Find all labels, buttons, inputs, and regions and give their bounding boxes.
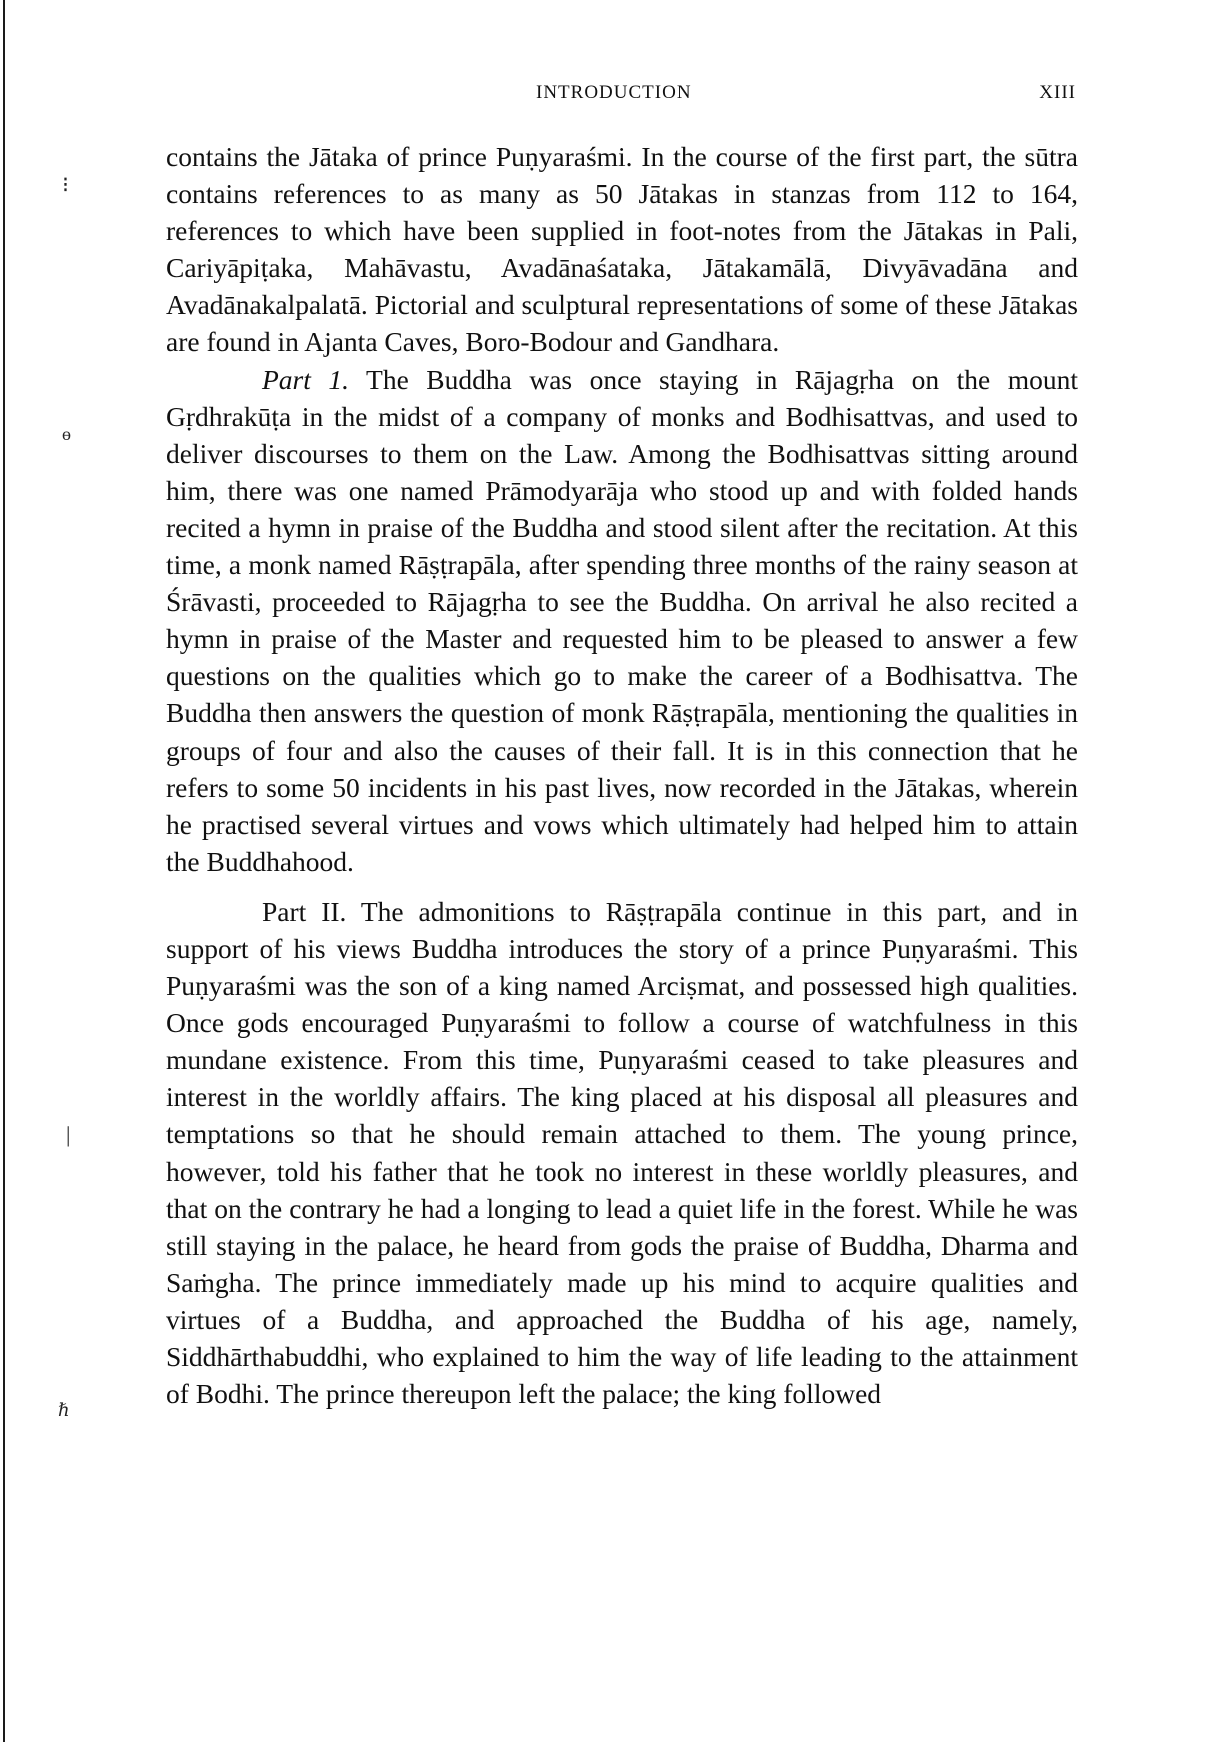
body-text [166, 138, 1078, 1412]
running-head: INTRODUCTION [536, 82, 692, 103]
paragraph-text: contains the Jātaka of prince Puṇyaraśmi. In the course of the first part, the sūtra contains references to as many as 50 Jātakas in stanzas from 112 to 164, references to which have been supplied in foot-notes from the Jātakas in Pali, Cariyāpiṭaka, Mahāvastu, Avadānaśataka, Jātakamālā, Divyāvadāna and Avadānakalpalatā. Pictorial and sculptural representations of some of these Jātakas are found in Ajanta Caves, Boro-Bodour and Gandhara. [166, 141, 1078, 358]
paragraph-text: The admonitions to Rāṣṭrapāla continue in this part, and in support of his views Buddha introduces the story of a prince Puṇyaraśmi. This Puṇyaraśmi was the son of a king named Arciṣmat, and possessed high qualities. Once gods encouraged Puṇyaraśmi to follow a course of watchfulness in this mundane existence. From this time, Puṇyaraśmi ceased to take pleasures and interest in the worldly affairs. The king placed at his disposal all pleasures and temptations so that he should remain attached to them. The young prince, however, told his father that he took no interest in these worldly pleasures, and that on the contrary he had a longing to lead a quiet life in the forest. While he was still staying in the palace, he heard from gods the praise of Buddha, Dharma and Saṁgha. The prince immediately made up his mind to acquire qualities and virtues of a Buddha, and approached the Buddha of his age, namely, Siddhārthabuddhi, who explained to him the way of life leading to the attainment of Bodhi. The prince thereupon left the palace; the king followed [166, 895, 1078, 1410]
paragraph-text: The Buddha was once staying in Rājagṛha on the mount Gṛdhrakūṭa in the midst of a company of monks and Bodhisattvas, and used to deliver discourses to them on the Law. Among the Bodhisattvas sitting around him, there was one named Prāmodyarāja who stood up and with folded hands recited a hymn in praise of the Buddha and stood silent after the recitation. At this time, a monk named Rāṣṭrapāla, after spending three months of the rainy season at Śrāvasti, proceeded to Rājagṛha to see the Buddha. On arrival he also recited a hymn in praise of the Master and requested him to be pleased to answer a few questions on the qualities which go to make the career of a Bodhisattva. The Buddha then answers the question of monk Rāṣṭrapāla, mentioning the qualities in groups of four and also the causes of their fall. It is in this connection that he refers to some 50 incidents in his past lives, now recorded in the Jātakas, wherein he practised several virtues and vows which ultimately had helped him to attain the Buddhahood. [166, 363, 1079, 877]
paragraph-part-1 [166, 361, 1078, 880]
page-binding-edge [3, 0, 5, 1742]
margin-speck: | [66, 1122, 71, 1147]
margin-speck: ⁝ [62, 172, 69, 197]
part-label: Part 1. [262, 363, 350, 395]
page-number: XIII [1039, 82, 1076, 103]
margin-speck: ɵ [62, 424, 71, 444]
paragraph-continuation [166, 138, 1078, 361]
margin-speck: ℏ [58, 1400, 70, 1420]
part-label: Part II. [262, 895, 347, 927]
paragraph-part-2 [166, 893, 1078, 1412]
page-header [166, 82, 1076, 112]
